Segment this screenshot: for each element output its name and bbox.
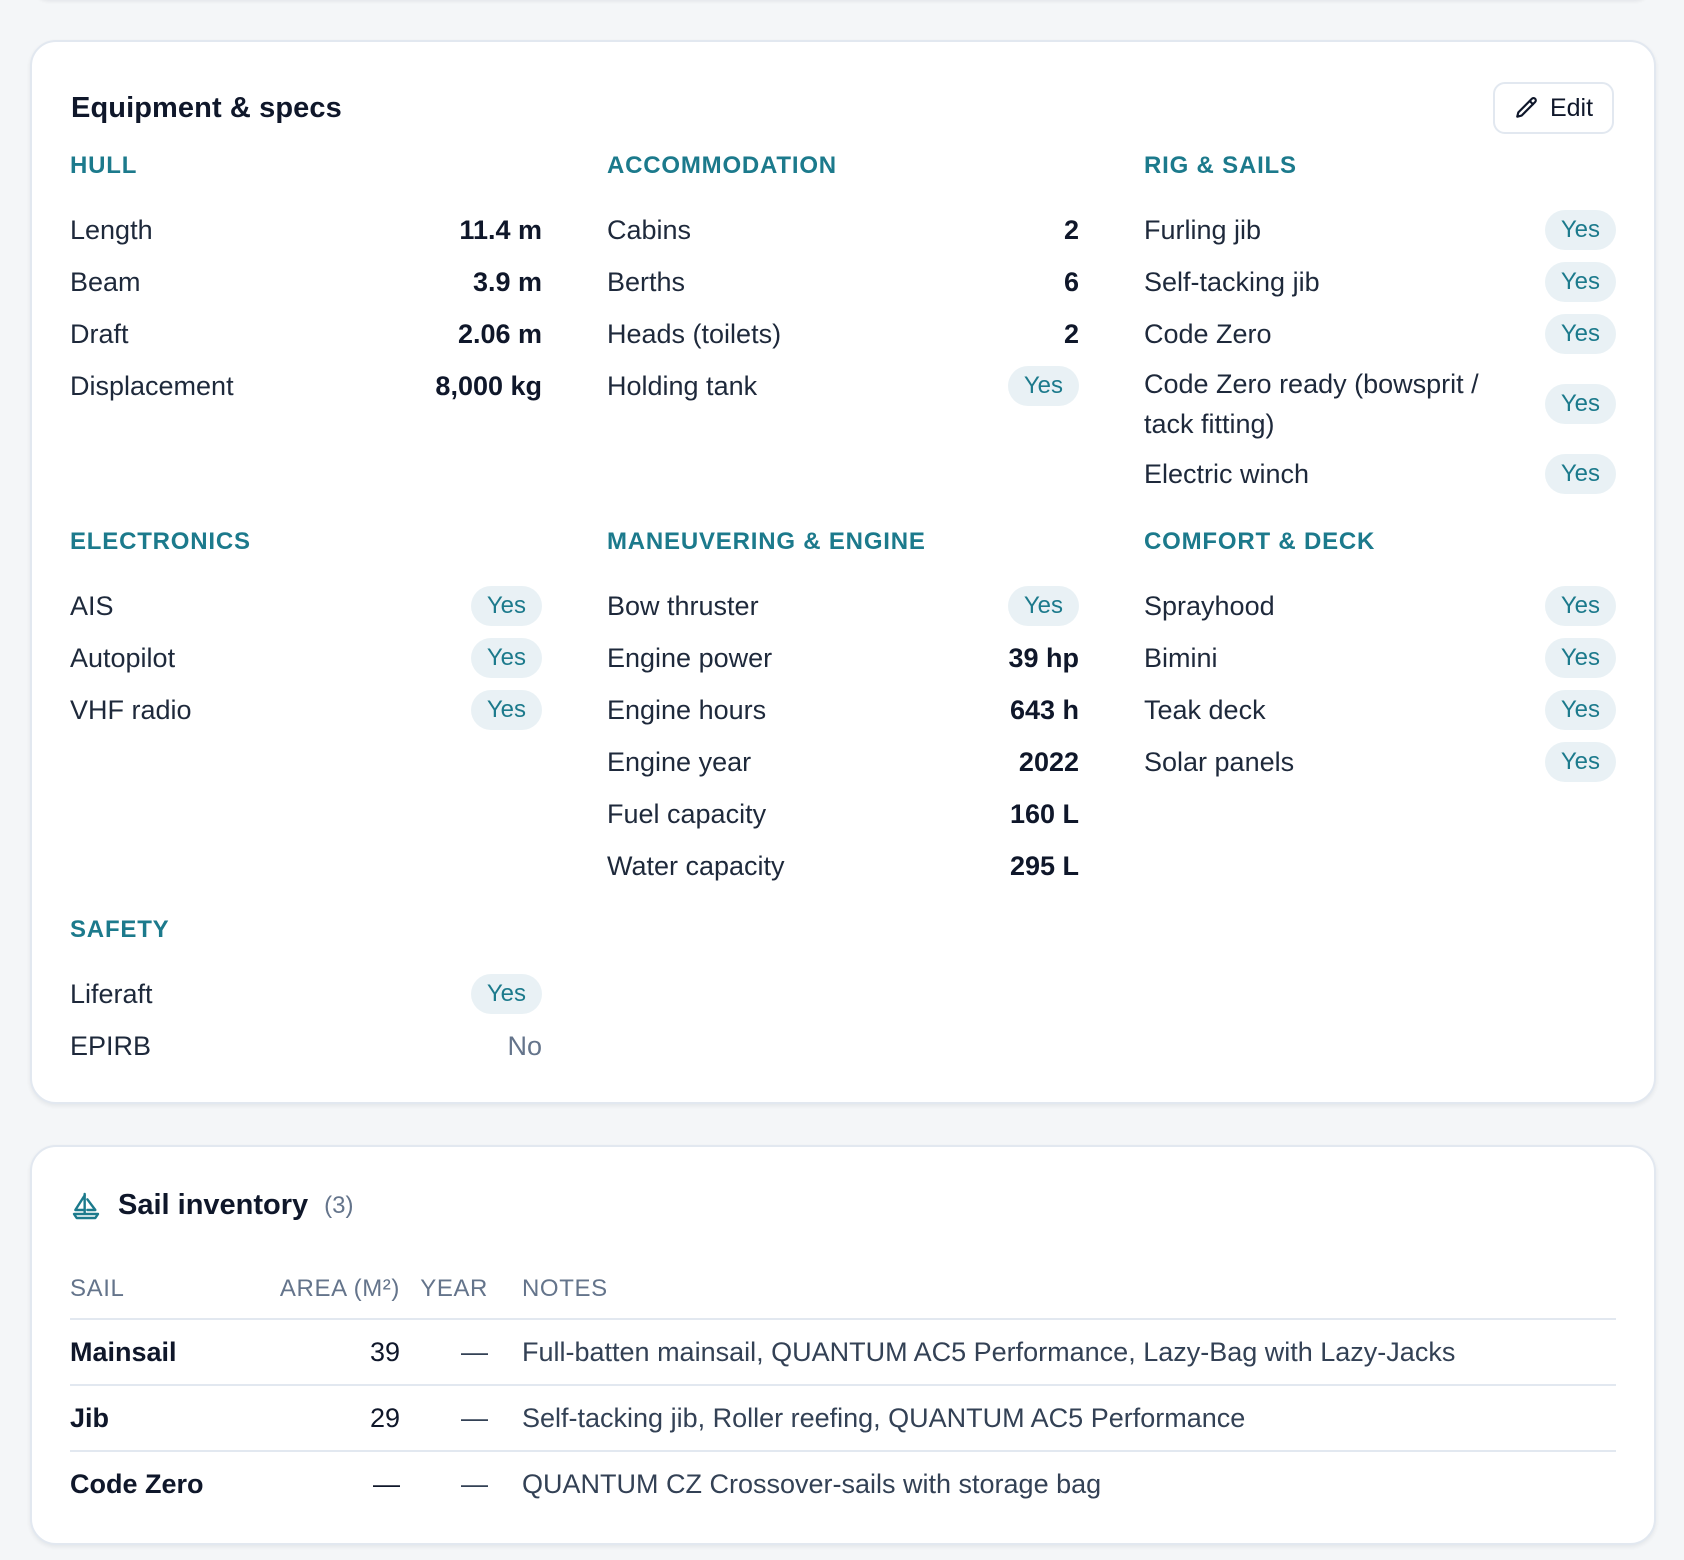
spec-row-bimini [1144, 632, 1616, 684]
equipment-specs-card [30, 40, 1656, 1104]
yes-badge: Yes [1545, 586, 1616, 626]
section-maneuvering-engine [607, 528, 1079, 892]
spec-row-electric-winch [1144, 448, 1616, 500]
spec-label: Beam [70, 267, 141, 297]
yes-badge: Yes [471, 974, 542, 1014]
spec-row-displacement [70, 360, 542, 412]
spec-label: Liferaft [70, 979, 153, 1009]
spec-row-teak-deck [1144, 684, 1616, 736]
spec-label: Holding tank [607, 371, 758, 401]
sail-year: — [400, 1385, 498, 1451]
no-value: No [507, 1030, 542, 1061]
spec-label: Bimini [1144, 643, 1218, 673]
spec-label: Teak deck [1144, 695, 1266, 725]
column-header-area: AREA (M²) [250, 1259, 400, 1319]
spec-label: Fuel capacity [607, 799, 767, 829]
section-hull [70, 152, 542, 412]
table-header-row [70, 1259, 1616, 1319]
card-title: Equipment & specs [71, 92, 342, 124]
spec-label: Electric winch [1144, 459, 1310, 489]
yes-badge: Yes [471, 690, 542, 730]
spec-row-length [70, 204, 542, 256]
spec-row-fuel-capacity [607, 788, 1079, 840]
sail-area: 29 [250, 1385, 400, 1451]
spec-label: Displacement [70, 371, 234, 401]
spec-label: AIS [70, 591, 114, 621]
column-header-sail: SAIL [70, 1259, 250, 1319]
sail-name: Code Zero [70, 1469, 204, 1499]
spec-label: Bow thruster [607, 591, 759, 621]
spec-value: 2 [1063, 318, 1079, 349]
spec-label: Code Zero ready (bowsprit / tack fitting) [1144, 369, 1479, 439]
sail-year: — [461, 1469, 488, 1499]
yes-badge: Yes [471, 586, 542, 626]
yes-badge: Yes [1545, 384, 1616, 424]
spec-label: Draft [70, 319, 129, 349]
spec-row-holding-tank [607, 360, 1079, 412]
sail-inventory-title: Sail inventory [118, 1189, 309, 1221]
edit-button-label: Edit [1549, 93, 1594, 122]
spec-row-epirb [70, 1020, 542, 1072]
sail-name: Mainsail [70, 1319, 250, 1385]
section-title: ELECTRONICS [70, 528, 251, 555]
spec-label: Self-tacking jib [1144, 267, 1320, 297]
sail-table [70, 1259, 1616, 1517]
spec-row-engine-year [607, 736, 1079, 788]
spec-row-water-capacity [607, 840, 1079, 892]
spec-label: Furling jib [1144, 215, 1262, 245]
yes-badge: Yes [1545, 690, 1616, 730]
spec-label: Cabins [607, 215, 692, 245]
sail-area: — [373, 1469, 400, 1499]
spec-label: Engine year [607, 747, 752, 777]
yes-badge: Yes [1545, 262, 1616, 302]
spec-row-draft [70, 308, 542, 360]
spec-row-bow-thruster [607, 580, 1079, 632]
section-title: HULL [70, 152, 138, 179]
section-title: SAFETY [70, 916, 170, 943]
yes-badge: Yes [471, 638, 542, 678]
spec-value: 3.9 m [472, 266, 542, 297]
spec-label: VHF radio [70, 695, 192, 725]
sail-notes: QUANTUM CZ Crossover-sails with storage bag [522, 1469, 1102, 1499]
spec-label: Heads (toilets) [607, 319, 782, 349]
yes-badge: Yes [1545, 210, 1616, 250]
spec-label: Length [70, 215, 153, 245]
yes-badge: Yes [1545, 742, 1616, 782]
spec-value: 295 L [1009, 850, 1079, 881]
edit-button[interactable] [1493, 82, 1614, 134]
spec-row-vhf-radio [70, 684, 542, 736]
spec-row-self-tacking-jib [1144, 256, 1616, 308]
section-rig-sails [1144, 152, 1616, 500]
column-header-notes: NOTES [498, 1259, 1616, 1319]
spec-row-cabins [607, 204, 1079, 256]
spec-row-berths [607, 256, 1079, 308]
section-comfort-deck [1144, 528, 1616, 788]
sail-notes: Self-tacking jib, Roller reefing, QUANTUM AC5 Performance [498, 1385, 1616, 1451]
spec-value: 2.06 m [457, 318, 542, 349]
yes-badge: Yes [1545, 638, 1616, 678]
yes-badge: Yes [1008, 586, 1079, 626]
spec-row-autopilot [70, 632, 542, 684]
spec-row-furling-jib [1144, 204, 1616, 256]
section-title: ACCOMMODATION [607, 152, 837, 179]
section-electronics [70, 528, 542, 736]
spec-value: 643 h [1009, 694, 1079, 725]
spec-label: Autopilot [70, 643, 176, 673]
spec-label: Engine hours [607, 695, 767, 725]
spec-label: Sprayhood [1144, 591, 1275, 621]
section-safety [70, 916, 542, 1072]
spec-row-solar-panels [1144, 736, 1616, 788]
spec-value: 39 hp [1008, 642, 1079, 673]
column-header-year: YEAR [400, 1259, 498, 1319]
spec-value: 2 [1063, 214, 1079, 245]
spec-row-heads [607, 308, 1079, 360]
sail-inventory-card [30, 1145, 1656, 1545]
sail-notes: Full-batten mainsail, QUANTUM AC5 Performance, Lazy-Bag with Lazy-Jacks [498, 1319, 1616, 1385]
sail-name: Jib [70, 1385, 250, 1451]
spec-row-ais [70, 580, 542, 632]
spec-row-engine-power [607, 632, 1079, 684]
sail-count: (3) [324, 1191, 354, 1219]
spec-label: Berths [607, 267, 686, 297]
table-row [70, 1385, 1616, 1451]
spec-label: Code Zero [1144, 319, 1272, 349]
sail-area: 39 [250, 1319, 400, 1385]
spec-row-beam [70, 256, 542, 308]
pencil-icon [1514, 95, 1540, 121]
sail-inventory-header [70, 1189, 354, 1222]
section-accommodation [607, 152, 1079, 412]
sailboat-icon [70, 1190, 102, 1222]
spec-row-code-zero [1144, 308, 1616, 360]
spec-row-liferaft [70, 968, 542, 1020]
spec-value: 160 L [1009, 798, 1079, 829]
spec-value: 8,000 kg [435, 370, 542, 401]
sail-year: — [400, 1319, 498, 1385]
spec-row-engine-hours [607, 684, 1079, 736]
spec-row-code-zero-ready [1144, 360, 1616, 448]
section-title: MANEUVERING & ENGINE [607, 528, 926, 555]
yes-badge: Yes [1545, 454, 1616, 494]
spec-label: Solar panels [1144, 747, 1295, 777]
table-row [70, 1319, 1616, 1385]
spec-label: Water capacity [607, 851, 785, 881]
section-title: RIG & SAILS [1144, 152, 1297, 179]
spec-value: 2022 [1018, 746, 1079, 777]
spec-value: 6 [1063, 266, 1079, 297]
spec-label: EPIRB [70, 1031, 152, 1061]
spec-value: 11.4 m [459, 214, 542, 245]
table-row [70, 1451, 1616, 1517]
spec-label: Engine power [607, 643, 773, 673]
spec-row-sprayhood [1144, 580, 1616, 632]
yes-badge: Yes [1008, 366, 1079, 406]
yes-badge: Yes [1545, 314, 1616, 354]
section-title: COMFORT & DECK [1144, 528, 1376, 555]
